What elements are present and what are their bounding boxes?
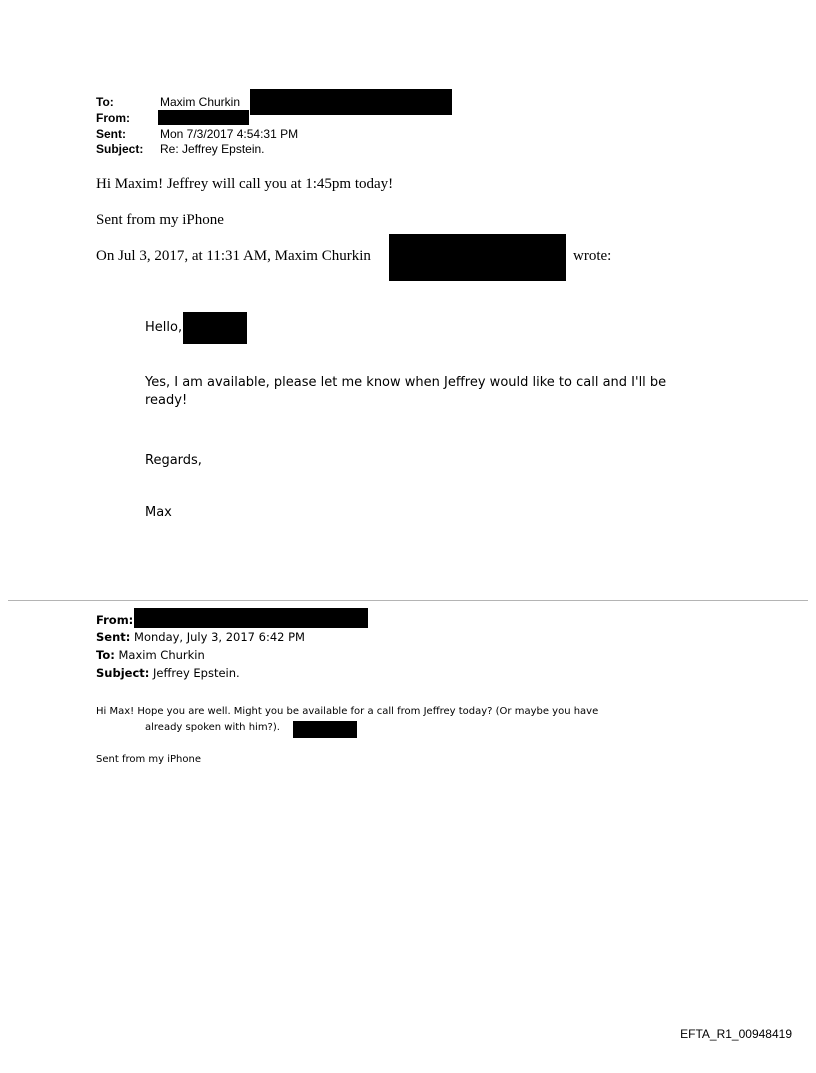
original-subject-label: Subject:: [96, 666, 150, 680]
redaction-box: [158, 110, 249, 125]
quote-intro-suffix: wrote:: [573, 248, 612, 264]
original-to-value: Maxim Churkin: [118, 648, 205, 662]
quoted-closing: Regards,: [145, 453, 202, 468]
redaction-box: [293, 721, 357, 738]
quoted-greeting: Hello,: [145, 320, 183, 335]
sent-label: Sent:: [96, 127, 126, 141]
redaction-box: [134, 608, 368, 628]
original-to-line: [96, 647, 205, 664]
document-id: EFTA_R1_00948419: [680, 1027, 792, 1041]
reply-signature: Sent from my iPhone: [96, 212, 224, 228]
original-subject-line: [96, 665, 240, 682]
redaction-box: [250, 89, 452, 115]
redaction-box: [183, 312, 247, 344]
subject-label: Subject:: [96, 142, 144, 156]
original-to-label: To:: [96, 648, 115, 662]
reply-line: Hi Maxim! Jeffrey will call you at 1:45pm today!: [96, 176, 394, 192]
quoted-paragraph: Yes, I am available, please let me know when Jeffrey would like to call and I'll be ready!: [145, 375, 667, 408]
sent-value: Mon 7/3/2017 4:54:31 PM: [160, 127, 299, 141]
original-sent-value: Monday, July 3, 2017 6:42 PM: [134, 630, 305, 644]
separator-rule: [8, 600, 808, 601]
redaction-box: [389, 234, 566, 281]
quote-intro-prefix: On Jul 3, 2017, at 11:31 AM, Maxim Churkin: [96, 248, 371, 264]
subject-value: Re: Jeffrey Epstein.: [160, 142, 265, 156]
to-value: Maxim Churkin: [160, 95, 241, 109]
quoted-name: Max: [145, 505, 172, 520]
original-from-label: From:: [96, 613, 134, 627]
original-body-line2: already spoken with him?).: [145, 722, 280, 733]
from-label: From:: [96, 111, 130, 125]
original-signature: Sent from my iPhone: [96, 754, 201, 765]
original-sent-label: Sent:: [96, 630, 131, 644]
to-label: To:: [96, 95, 114, 109]
original-subject-value: Jeffrey Epstein.: [153, 666, 240, 680]
original-body-line1: Hi Max! Hope you are well. Might you be available for a call from Jeffrey today? (Or maybe you have: [96, 706, 599, 717]
original-sent-line: [96, 629, 305, 646]
